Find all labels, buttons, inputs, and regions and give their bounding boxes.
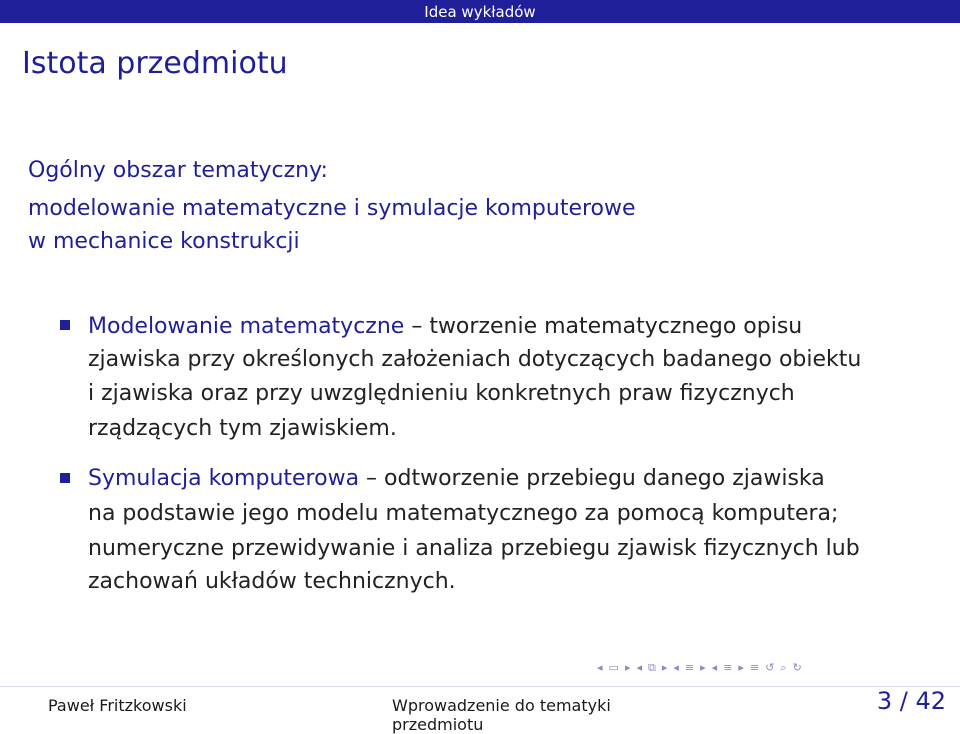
nav-prev-subsection-icon[interactable]: ◂	[636, 661, 642, 674]
item-2-line-4: zachowań układów technicznych.	[88, 569, 456, 594]
navigation-symbols	[597, 660, 802, 676]
footer-page-panel	[700, 686, 960, 720]
footer	[0, 686, 960, 734]
nav-subsection-icon[interactable]: ⧉	[648, 661, 656, 674]
block-line-1: modelowanie matematyczne i symulacje komputerowe	[28, 196, 636, 221]
nav-section-icon[interactable]: ≡	[684, 661, 695, 674]
header-bar	[0, 0, 960, 23]
bullet-icon	[60, 320, 70, 330]
item-1-text-1: – tworzenie matematycznego opisu	[404, 314, 803, 339]
item-1-line-4: rządzących tym zjawiskiem.	[88, 416, 397, 441]
nav-doc-icon[interactable]: ≡	[723, 661, 733, 674]
item-1-line-1	[88, 313, 802, 341]
nav-first-icon[interactable]: ◂	[597, 661, 603, 674]
footer-title-panel	[380, 686, 700, 734]
item-1-line-2: zjawiska przy określonych założeniach dotyczących badanego obiektu	[88, 347, 862, 372]
footer-author: Paweł Fritzkowski	[48, 696, 187, 715]
nav-back-icon[interactable]: ↺	[765, 661, 775, 674]
item-2-term: Symulacja komputerowa	[88, 466, 360, 491]
footer-author-panel	[0, 686, 380, 720]
item-2-line-2: na podstawie jego modelu matematycznego za pomocą komputera;	[88, 501, 839, 526]
item-2-line-1	[88, 465, 825, 493]
nav-next-doc-icon[interactable]: ▸	[738, 661, 744, 674]
item-2-text-1: – odtworzenie przebiegu danego zjawiska	[359, 466, 825, 491]
section-title[interactable]: Idea wykładów	[424, 3, 536, 21]
frame-title: Istota przedmiotu	[22, 46, 288, 81]
nav-next-section-icon[interactable]: ▸	[700, 661, 706, 674]
item-1-term: Modelowanie matematyczne	[88, 314, 405, 339]
nav-next-subsection-icon[interactable]: ▸	[661, 661, 668, 674]
nav-prev-doc-icon[interactable]: ◂	[711, 661, 718, 674]
nav-prev-section-icon[interactable]: ◂	[673, 661, 679, 674]
item-2-line-3: numeryczne przewidywanie i analiza przebiegu zjawisk fizycznych lub	[88, 536, 860, 561]
block-title: Ogólny obszar tematyczny:	[28, 158, 328, 183]
page-number: 3 / 42	[876, 687, 946, 715]
nav-appendix-icon[interactable]: ≡	[749, 661, 760, 674]
nav-frame-icon[interactable]: ▭	[608, 661, 619, 674]
item-1-line-3: i zjawiska oraz przy uwzględnieniu konkretnych praw fizycznych	[88, 381, 795, 406]
nav-forward-icon[interactable]: ↻	[792, 661, 802, 674]
footer-talk-title: Wprowadzenie do tematyki przedmiotu	[392, 696, 611, 734]
nav-search-icon[interactable]: ⌕	[780, 661, 787, 674]
bullet-icon	[60, 473, 70, 483]
nav-next-icon[interactable]: ▸	[624, 661, 631, 674]
block-line-2: w mechanice konstrukcji	[28, 229, 300, 254]
